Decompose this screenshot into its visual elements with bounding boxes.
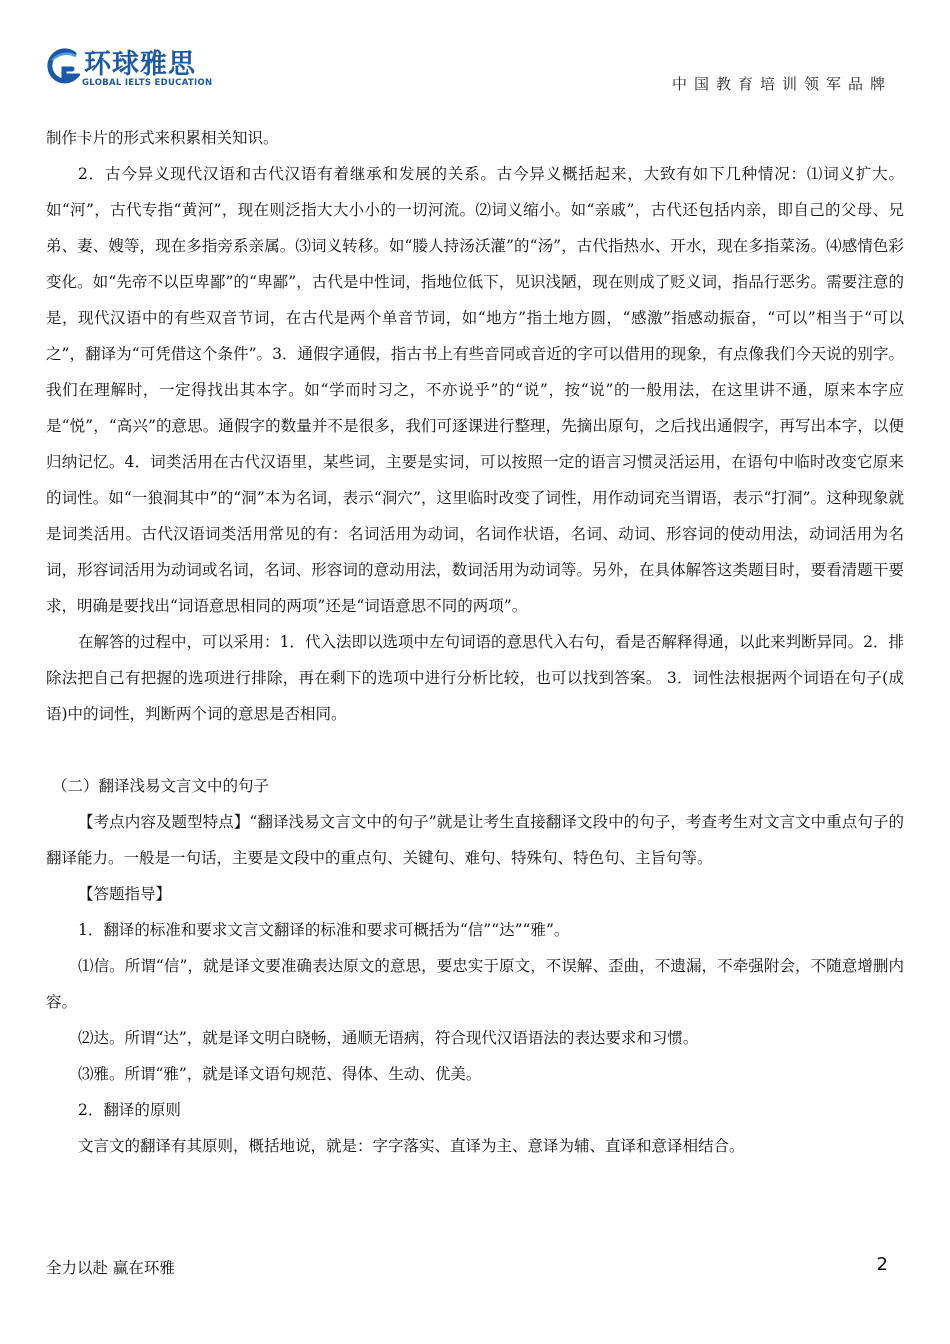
paragraph-answer-methods: 在解答的过程中，可以采用：1．代入法即以选项中左句词语的意思代入右句，看是否解释得通，以此来判断异同。2．排除法把自己有把握的选项进行排除，再在剩下的选项中进行分析比较，也可以找到答案。 3．词性法根据两个词语在句子(成语)中的词性，判断两个词的意思是否相同。 [46,633,904,723]
logo-chinese-name: 环球雅思 [84,49,196,80]
paragraph-translation-principle-heading: 2．翻译的原则 [78,1101,181,1119]
paragraph-xin: ⑴信。所谓“信”，就是译文要准确表达原文的意思，要忠实于原文，不误解、歪曲，不遗漏，不牵强附会，不随意增删内容。 [46,957,904,1011]
paragraph-answer-guide-heading: 【答题指导】 [78,885,172,903]
paragraph-translation-principle: 文言文的翻译有其原则，概括地说，就是：字字落实、直译为主、意译为辅、直译和意译相结合。 [78,1137,745,1155]
paragraph-ancient-modern-meaning: 2．古今异义现代汉语和古代汉语有着继承和发展的关系。古今异义概括起来，大致有如下几种情况：⑴词义扩大。如“河”，古代专指“黄河”，现在则泛指大大小小的一切河流。⑵词义缩小。如“亲戚”，古代还包括内亲，即自己的父母、兄弟、妻、嫂等，现在多指旁系亲属。⑶词义转移。如“媵人持汤沃灌”的“汤”，古代指热水、开水，现在多指菜汤。⑷感情色彩变化。如“先帝不以臣卑鄙”的“卑鄙”，古代是中性词，指地位低下，见识浅陋，现在则成了贬义词，指品行恶劣。需要注意的是，现代汉语中的有些双音节词，在古代是两个单音节词，如“地方”指土地方圆，“感激”指感动振奋，“可以”相当于“可以之”，翻译为“可凭借这个条件”。3．通假字通假，指古书上有些音同或音近的字可以借用的现象，有点像我们今天说的别字。我们在理解时，一定得找出其本字。如“学而时习之，不亦说乎”的“说”，按“说”的一般用法，在这里讲不通，原来本字应是“悦”，“高兴”的意思。通假字的数量并不是很多，我们可逐课进行整理，先摘出原句，之后找出通假字，再写出本字，以便归纳记忆。4．词类活用在古代汉语里，某些词，主要是实词，可以按照一定的语言习惯灵活运用，在语句中临时改变它原来的词性。如“一狼洞其中”的“洞”本为名词，表示“洞穴”，这里临时改变了词性，用作动词充当谓语，表示“打洞”。这种现象就是词类活用。古代汉语词类活用常见的有：名词活用为动词，名词作状语，名词、动词、形容词的使动用法，动词活用为名词，形容词活用为动词或名词，名词、形容词的意动用法，数词活用为动词等。另外，在具体解答这类题目时，要看清题干要求，明确是要找出“词语意思相同的两项”还是“词语意思不同的两项”。 [46,165,904,615]
document-body [46,120,904,1164]
section-subheading: （二）翻译浅易文言文中的句子 [52,777,270,795]
page-number: 2 [876,1254,888,1275]
paragraph-exam-points: 【考点内容及题型特点】“翻译浅易文言文中的句子”就是让考生直接翻译文段中的句子，考查考生对文言文中重点句子的翻译能力。一般是一句话，主要是文段中的重点句、关键句、难句、特殊句、特色句、主旨句等。 [46,813,904,867]
globe-g-logo-icon [46,46,80,88]
spacer [46,732,904,768]
paragraph-da: ⑵达。所谓“达”，就是译文明白晓畅，通顺无语病，符合现代汉语语法的表达要求和习惯。 [78,1029,699,1047]
paragraph-translation-standard: 1．翻译的标准和要求文言文翻译的标准和要求可概括为“信”“达”“雅”。 [78,921,570,939]
page-header [0,0,950,110]
paragraph-continuation: 制作卡片的形式来积累相关知识。 [46,129,279,147]
logo-english-name: GLOBAL IELTS EDUCATION [82,78,213,88]
header-slogan: 中国教育培训领军品牌 [671,75,892,93]
paragraph-ya: ⑶雅。所谓“雅”，就是译文语句规范、得体、生动、优美。 [78,1065,482,1083]
logo [46,40,246,96]
footer-motto: 全力以赴 赢在环雅 [46,1259,175,1277]
